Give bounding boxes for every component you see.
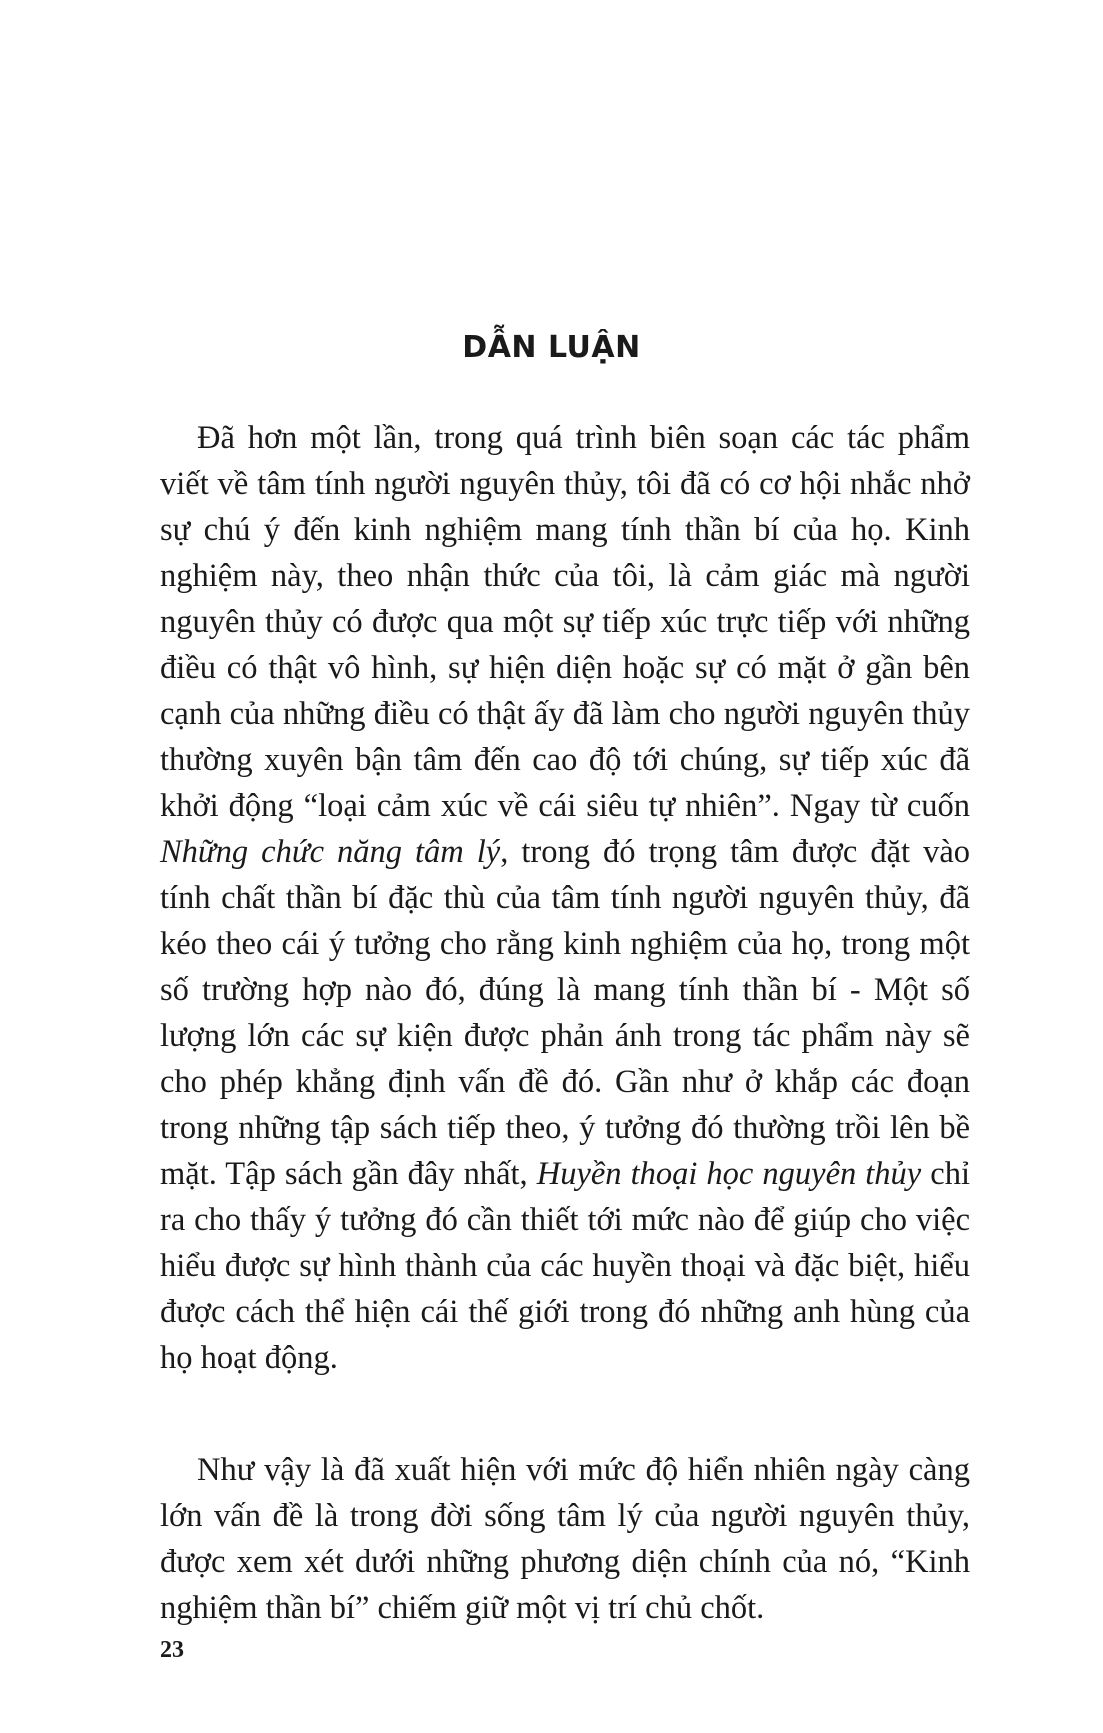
paragraph-1-text-2: , trong đó trọng tâm được đặt vào tính chất thần bí đặc thù của tâm tính người nguyên thủy, đã kéo theo cái ý tưởng cho rằng kinh nghiệm của họ, trong một số trường hợp nào đó, đúng là mang tính thần bí - Một số lượng lớn các sự kiện được phản ánh trong tác phẩm này sẽ cho phép khẳng định vấn đề đó. Gần như ở khắp các đoạn trong những tập sách tiếp theo, ý tưởng đó thường trồi lên bề mặt. Tập sách gần đây nhất, — [160, 834, 971, 1192]
chapter-title: DẪN LUẬN — [462, 330, 641, 365]
book-title-1: Những chức năng tâm lý — [160, 834, 501, 870]
paragraph-2: Như vậy là đã xuất hiện với mức độ hiển nhiên ngày càng lớn vấn đề là trong đời sống tâm lý của người nguyên thủy, được xem xét dưới những phương diện chính của nó, “Kinh nghiệm thần bí” chiếm giữ một vị trí chủ chốt. — [160, 1452, 970, 1626]
book-title-2: Huyền thoại học nguyên thủy — [536, 1156, 922, 1192]
page-number: 23 — [160, 1637, 184, 1663]
paragraph-1-text-1: Đã hơn một lần, trong quá trình biên soạn các tác phẩm viết về tâm tính người nguyên thủy, tôi đã có cơ hội nhắc nhở sự chú ý đến kinh nghiệm mang tính thần bí của họ. Kinh nghiệm này, theo nhận thức của tôi, là cảm giác mà người nguyên thủy có được qua một sự tiếp xúc trực tiếp với những điều có thật vô hình, sự hiện diện hoặc sự có mặt ở gần bên cạnh của những điều có thật ấy đã làm cho người nguyên thủy thường xuyên bận tâm đến cao độ tới chúng, sự tiếp xúc đã khởi động “loại cảm xúc về cái siêu tự nhiên”. Ngay từ cuốn — [160, 420, 970, 824]
paragraph-1 — [160, 415, 970, 1381]
paragraph-1-text-3: chỉ ra cho thấy ý tưởng đó cần thiết tới mức nào để giúp cho việc hiểu được sự hình thành của các huyền thoại và đặc biệt, hiểu được cách thể hiện cái thế giới trong đó những anh hùng của họ hoạt động. — [160, 1156, 970, 1376]
